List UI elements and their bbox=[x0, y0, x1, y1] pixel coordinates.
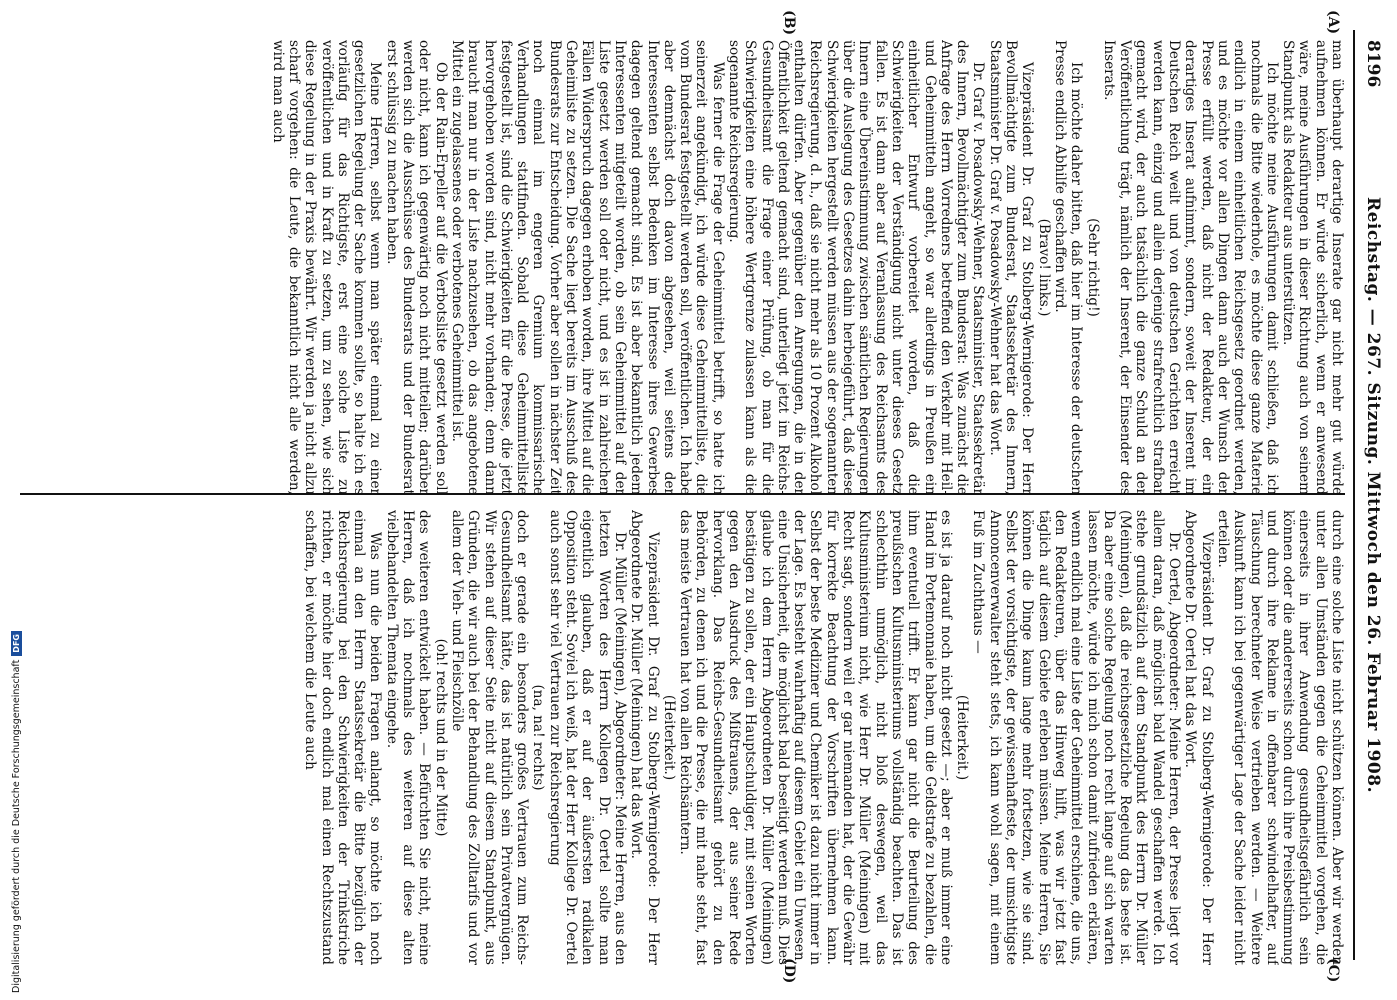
paragraph: des weiteren entwickelt haben. — Befürchten Sie nicht, meine Herren, daß ich nochmals des weiteren auf diese alten vielbehandelten Themata eingehe. bbox=[383, 510, 433, 965]
interjection: (oh! rechts und in der Mitte) bbox=[432, 638, 449, 837]
margin-letter-b: (B) bbox=[781, 10, 797, 36]
margin-letter-a: (A) bbox=[1325, 10, 1341, 35]
footer-text: Digitalisierung gefördert durch die Deutsche Forschungsgemeinschaft bbox=[10, 659, 22, 993]
speaker-paragraph: Dr. Müller (Meiningen), Abgeordneter: Meine Herren, aus den letzten Worten des Herrn Kollegen Dr. Oertel sollte man eigentlich glauben, daß er auf der äußersten radikalen Opposition steht. Soviel ich weiß, hat der Herr Kollege Dr. Oertel auch sonst sehr viel Vertrauen zur Reichsregierung bbox=[546, 510, 628, 965]
paragraph: Was nun die beiden Fragen anlangt, so möchte ich noch einmal an den Herrn Staatssekretär die Bitte bezüglich der Reichsregierung bei den Schwierigkeiten der Trinkstriche richten, er möchte hier doch endlich mal einen Rechtszustand schaffen, bei welchem die Leute auch bbox=[302, 510, 384, 965]
paragraph: Ich möchte meine Ausführungen damit schließen, daß ich nochmals die Bitte wiederhole, es möchte diese ganze Materie endlich in einem einheitlichen Reichsgesetz geordnet werden, und es möchte vor allen Dingen dann auch der Wunsch der Presse erfüllt werden, daß nicht der Redakteur, der ein derartiges Inserat aufnimmt, sondern, soweit der Inserent im Deutschen Reich weilt und von deutschen Gerichten erreicht werden kann, einzig und allein derjenige strafrechtlich strafbar gemacht wird, der auch tatsächlich die ganze Schuld an der Veröffentlichung trägt, nämlich der Inserent, der Einsender des Inserats. bbox=[1100, 40, 1280, 495]
column-divider bbox=[20, 493, 1345, 495]
margin-letter-c: (C) bbox=[1325, 958, 1341, 983]
paragraph: Ich möchte daher bitten, daß hier im Interesse der deutschen Presse endlich Abhilfe geschaffen wird. bbox=[1051, 40, 1085, 495]
interjection: (Sehr richtig!) bbox=[1084, 218, 1101, 317]
paragraph: Was ferner die Frage der Geheimmittel betrifft, so hatte ich seinerzeit angekündigt, ich würde diese Geheimmittelliste, die vom Bundesrat festgestellt werden soll, veröffentlichen. Ich habe aber demnächst doch davon abgesehen, weil seitens der Interessenten selbst Bedenken im Interesse ihres Gewerbes dagegen geltend gemacht sind. Es ist aber bekanntlich jedem Interessenten mitgeteilt worden, ob sein Geheimmittel auf der Liste gesetzt werden soll oder nicht, und es ist in zahlreichen Fällen Widerspruch dagegen erhoben worden, ihre Mittel auf die Geheimliste zu setzen. Die Sache liegt bereits im Ausschuß des Bundesrats zur Entscheidung. Vorher aber sollen in nächster Zeit noch einmal im engeren Gremium kommissarische Verhandlungen stattfinden. Sobald diese Geheimmittelliste festgestellt ist, sind die Schwierigkeiten für die Presse, die jetzt hervorgehoben worden sind, nicht mehr vorhanden; denn dann braucht man nur in der Liste nachzusehen, ob das angebotene Mittel ein zugelassenes oder verbotenes Geheimmittel ist. bbox=[448, 40, 726, 495]
interjection: (Bravo! links.) bbox=[1035, 218, 1052, 317]
page-number: 8196 bbox=[1363, 40, 1383, 88]
paragraph: man überhaupt derartige Inserate gar nicht mehr gut würde aufnehmen können. Er würde sicherlich, wenn er anwesend wäre, meine Ausführungen in dieser Richtung auch von seinem Standpunkt als Redakteur aus unterstützen. bbox=[1280, 40, 1345, 495]
interjection: (Heiterkeit.) bbox=[660, 694, 677, 781]
left-column bbox=[20, 40, 1345, 495]
paragraph: durch eine solche Liste nicht schützen können. Aber wir werden unter allen Umständen gegen die Geheimmittel vorgehen, die einerseits in ihrer Anwendung gesundheitsgefährlich sein können oder die andererseits schon durch ihre Preisbestimmung und durch ihre Reklame in offenbarer schwindelhafter, auf Täuschung berechneter Weise vertrieben werden. — Weitere Auskunft kann ich bei gegenwärtiger Lage der Sache leider nicht erteilen. bbox=[1214, 510, 1345, 965]
speaker-paragraph: Vizepräsident Dr. Graf zu Stolberg-Wernigerode: Der Herr Abgeordnete Dr. Oertel hat das Wort. bbox=[1182, 510, 1215, 965]
header-rule bbox=[1353, 30, 1355, 960]
page-header bbox=[1359, 40, 1383, 950]
speaker-paragraph: Vizepräsident Dr. Graf zu Stolberg-Wernigerode: Der Herr Abgeordnete Dr. Müller (Meiningen) hat das Wort. bbox=[628, 510, 661, 965]
speaker-paragraph: Dr. Oertel, Abgeordneter: Meine Herren, der Presse liegt vor allem daran, daß möglichst bald Wandel geschaffen werde. Ich stehe grundsätzlich auf dem Standpunkt des Herrn Dr. Müller (Meiningen), daß die reichsgesetzliche Regelung das beste ist. Da aber eine solche Regelung noch recht lange auf sich warten lassen möchte, würde ich mich schon damit zufrieden erklären, wenn endlich mal eine Liste der Geheimmittel erschiene, die uns, den Redakteuren, über das Hinweg hilft, was wir jetzt fast täglich auf diesem Gebiete erleben müssen. Meine Herren, Sie können die Dinge kaum lange mehr fortsetzen, wie sie sind. Selbst der vorsichtigste, der gewissenhafteste, der umsichtigste Annoncenverwalter steht stets, ich kann wohl sagen, mit einem Fuß im Zuchthaus — bbox=[970, 510, 1183, 965]
paragraph: es ist ja darauf noch nicht gesetzt —; aber er muß immer eine Hand im Portemonnaie haben, um die Geldstrafe zu bezahlen, die ihm eventuell trifft. Er kann gar nicht die Beurteilung des preußischen Kultusministeriums vollständig beachten. Das ist schlechthin unmöglich, nicht bloß deswegen, weil das Kultusministerium nicht, wie Herr Dr. Müller (Meiningen) mit Recht sagt, sondern weil er gar niemanden hat, der die Gewähr für korrekte Beachtung der Vorschriften übernehmen kann. Selbst der beste Mediziner und Chemiker ist dazu nicht immer in der Lage. Es besteht wahrhaftig auf diesem Gebiet ein Unwesen, eine Unsicherheit, die möglichst bald beseitigt werden muß. Dies glaube ich dem Herrn Abgeordneten Dr. Müller (Meiningen) bestätigen zu sollen, der ein Hauptschuldiger, mit seinen Worten gegen den Ausdruck des Mißtrauens, der aus seiner Rede hervorklang. Das Reichs-Gesundheitsamt gehört zu den Behörden, zu denen ich und die Presse, die mit nahe steht, fast das meiste Vertrauen hat von allen Reichsämtern. bbox=[677, 510, 954, 965]
paragraph: Ob der Rain-Erpeller auf die Verbotsliste gesetzt werden soll oder nicht, kann ich gegenwärtig noch nicht mitteilen; darüber werden sich die Ausschüsse des Bundesrats und der Bundesrat erst schlüssig zu machen haben. bbox=[383, 40, 449, 495]
digitization-footer bbox=[6, 603, 26, 993]
speaker-paragraph: Dr. Graf v. Posadowsky-Wehner, Staatsminister, Staatssekretär des Innern, Bevollmächtigter zum Bundesrat: Was zunächst die Anfrage des Herrn Vorredners betreffend den Verkehr mit Heil- und Geheimmitteln angeht, so war allerdings in Preußen ein einheitlicher Entwurf vorbereitet worden, daß die Schwierigkeiten der Verständigung nicht unter dieses Gesetz fallen. Es ist dann aber auf Veranlassung des Reichsamts des Innern eine Übereinstimmung zwischen sämtlichen Regierungen über die Auslegung des Gesetzes dahin herbeigeführt, daß diese Schwierigkeiten hergestellt werden müssen aus der sogenannten Reichsregierung, d. h., daß sie nicht mehr als 10 Prozent Alkohol enthalten dürfen. Aber gegenüber den Anregungen, die in der Öffentlichkeit geltend gemacht sind, unterliegt jetzt im Reichs-Gesundheitsamt die Frage einer Prüfung, ob man für die Schwierigkeiten eine höhere Wertgrenze zulassen kann als die sogenannte Reichsregierung. bbox=[726, 40, 987, 495]
paragraph: Meine Herren, selbst wenn man später einmal zu einer gesetzlichen Regelung der Sache kommen sollte, so halte ich es vorläufig für das Richtigste, erst eine solche Liste zu veröffentlichen und in Kraft zu setzen, um zu sehen, wie sich diese Regelung in der Praxis bewährt. Wir werden ja nicht allzu scharf vorgehen: die Leute, die bekanntlich nicht alle werden, wird man auch bbox=[269, 40, 384, 495]
interjection: (na, na! rechts) bbox=[530, 684, 547, 791]
dfg-logo: DFG bbox=[11, 631, 22, 656]
speaker-paragraph: Vizepräsident Dr. Graf zu Stolberg-Wernigerode: Der Herr Bevollmächtigte zum Bundesrat, Staatssekretär des Innern, Staatsminister Dr. Graf v. Posadowsky-Wehner hat das Wort. bbox=[986, 40, 1036, 495]
margin-letter-d: (D) bbox=[781, 958, 797, 984]
paragraph: doch er gerade ein besonders großes Vertrauen zum Reichs-Gesundheitsamt hätte, das ist natürlich sein Privatvergnügen. Wir stehen auf dieser Seite nicht auf diesem Standpunkt, aus Gründen, die wir auch bei der Behandlung des Zolltarifs und vor allem der Vieh- und Fleischzölle bbox=[448, 510, 531, 965]
page-title: Reichstag. — 267. Sitzung. Mittwoch den 26. Februar 1908. bbox=[1363, 196, 1383, 794]
interjection: (Heiterkeit.) bbox=[954, 694, 971, 781]
right-column bbox=[20, 510, 1345, 965]
